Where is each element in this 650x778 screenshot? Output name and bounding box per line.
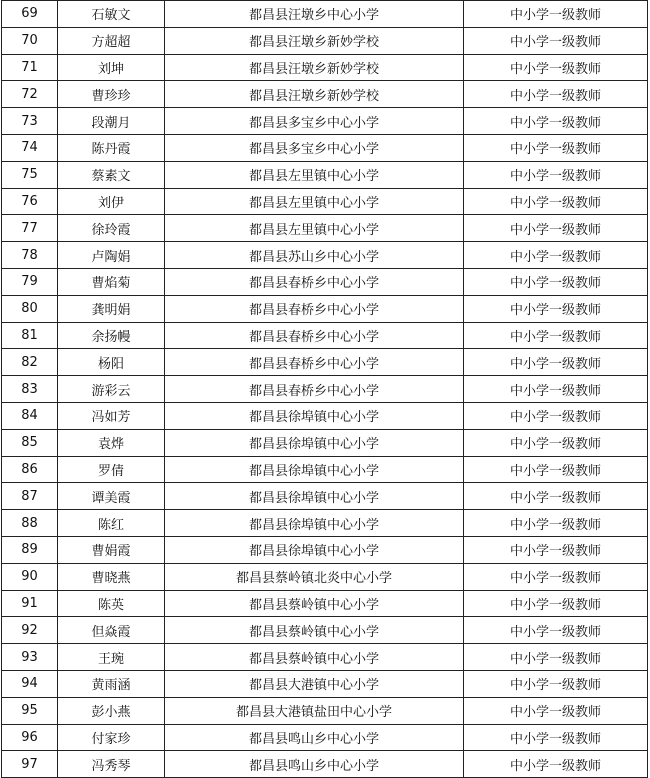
row-number-cell: 76 (2, 188, 58, 215)
job-title-cell: 中小学一级教师 (464, 590, 648, 617)
school-name-cell: 都昌县汪墩乡新妙学校 (165, 54, 464, 81)
school-name-cell: 都昌县春桥乡中心小学 (165, 268, 464, 295)
teacher-name-cell: 杨阳 (58, 349, 165, 376)
table-row (2, 134, 648, 161)
row-number-cell: 80 (2, 295, 58, 322)
row-number-cell: 86 (2, 456, 58, 483)
job-title-cell: 中小学一级教师 (464, 644, 648, 671)
teacher-name-cell: 刘坤 (58, 54, 165, 81)
job-title-cell: 中小学一级教师 (464, 268, 648, 295)
table-row (2, 242, 648, 269)
teacher-name-cell: 黄雨涵 (58, 670, 165, 697)
school-name-cell: 都昌县汪墩乡新妙学校 (165, 81, 464, 108)
job-title-cell: 中小学一级教师 (464, 295, 648, 322)
row-number-cell: 70 (2, 27, 58, 54)
teacher-name-cell: 付家珍 (58, 724, 165, 751)
row-number-cell: 95 (2, 697, 58, 724)
teacher-name-cell: 谭美霞 (58, 483, 165, 510)
teacher-list-table (1, 0, 648, 778)
teacher-name-cell: 余扬幔 (58, 322, 165, 349)
school-name-cell: 都昌县苏山乡中心小学 (165, 242, 464, 269)
table-row (2, 402, 648, 429)
table-row (2, 81, 648, 108)
job-title-cell: 中小学一级教师 (464, 108, 648, 135)
row-number-cell: 83 (2, 376, 58, 403)
job-title-cell: 中小学一级教师 (464, 349, 648, 376)
table-row (2, 617, 648, 644)
table-row (2, 268, 648, 295)
teacher-name-cell: 陈丹霞 (58, 134, 165, 161)
row-number-cell: 85 (2, 429, 58, 456)
job-title-cell: 中小学一级教师 (464, 670, 648, 697)
table-row (2, 54, 648, 81)
teacher-name-cell: 但焱霞 (58, 617, 165, 644)
school-name-cell: 都昌县徐埠镇中心小学 (165, 483, 464, 510)
job-title-cell: 中小学一级教师 (464, 134, 648, 161)
row-number-cell: 77 (2, 215, 58, 242)
teacher-name-cell: 方超超 (58, 27, 165, 54)
school-name-cell: 都昌县鸣山乡中心小学 (165, 724, 464, 751)
table-row (2, 536, 648, 563)
school-name-cell: 都昌县蔡岭镇北炎中心小学 (165, 563, 464, 590)
teacher-name-cell: 徐玲霞 (58, 215, 165, 242)
school-name-cell: 都昌县左里镇中心小学 (165, 188, 464, 215)
teacher-name-cell: 曹娟霞 (58, 536, 165, 563)
job-title-cell: 中小学一级教师 (464, 697, 648, 724)
job-title-cell: 中小学一级教师 (464, 483, 648, 510)
school-name-cell: 都昌县汪墩乡中心小学 (165, 1, 464, 28)
school-name-cell: 都昌县徐埠镇中心小学 (165, 510, 464, 537)
row-number-cell: 89 (2, 536, 58, 563)
school-name-cell: 都昌县汪墩乡新妙学校 (165, 27, 464, 54)
job-title-cell: 中小学一级教师 (464, 188, 648, 215)
table-row (2, 322, 648, 349)
teacher-name-cell: 曹晓燕 (58, 563, 165, 590)
teacher-name-cell: 龚明娟 (58, 295, 165, 322)
job-title-cell: 中小学一级教师 (464, 1, 648, 28)
school-name-cell: 都昌县春桥乡中心小学 (165, 349, 464, 376)
school-name-cell: 都昌县徐埠镇中心小学 (165, 456, 464, 483)
table-row (2, 27, 648, 54)
teacher-name-cell: 段潮月 (58, 108, 165, 135)
row-number-cell: 82 (2, 349, 58, 376)
teacher-name-cell: 冯秀琴 (58, 751, 165, 778)
teacher-name-cell: 曹焰菊 (58, 268, 165, 295)
row-number-cell: 81 (2, 322, 58, 349)
table-body (2, 1, 648, 778)
teacher-name-cell: 游彩云 (58, 376, 165, 403)
job-title-cell: 中小学一级教师 (464, 81, 648, 108)
table-row (2, 590, 648, 617)
job-title-cell: 中小学一级教师 (464, 724, 648, 751)
school-name-cell: 都昌县大港镇盐田中心小学 (165, 697, 464, 724)
table-row (2, 670, 648, 697)
school-name-cell: 都昌县春桥乡中心小学 (165, 322, 464, 349)
row-number-cell: 92 (2, 617, 58, 644)
table-row (2, 510, 648, 537)
row-number-cell: 84 (2, 402, 58, 429)
job-title-cell: 中小学一级教师 (464, 456, 648, 483)
table-row (2, 376, 648, 403)
school-name-cell: 都昌县多宝乡中心小学 (165, 108, 464, 135)
job-title-cell: 中小学一级教师 (464, 161, 648, 188)
school-name-cell: 都昌县春桥乡中心小学 (165, 376, 464, 403)
teacher-name-cell: 石敏文 (58, 1, 165, 28)
school-name-cell: 都昌县徐埠镇中心小学 (165, 402, 464, 429)
row-number-cell: 79 (2, 268, 58, 295)
table-row (2, 349, 648, 376)
job-title-cell: 中小学一级教师 (464, 54, 648, 81)
job-title-cell: 中小学一级教师 (464, 376, 648, 403)
school-name-cell: 都昌县鸣山乡中心小学 (165, 751, 464, 778)
school-name-cell: 都昌县徐埠镇中心小学 (165, 429, 464, 456)
teacher-name-cell: 卢陶娟 (58, 242, 165, 269)
teacher-name-cell: 陈英 (58, 590, 165, 617)
job-title-cell: 中小学一级教师 (464, 402, 648, 429)
table-row (2, 563, 648, 590)
row-number-cell: 90 (2, 563, 58, 590)
job-title-cell: 中小学一级教师 (464, 322, 648, 349)
row-number-cell: 78 (2, 242, 58, 269)
teacher-name-cell: 袁烨 (58, 429, 165, 456)
row-number-cell: 74 (2, 134, 58, 161)
job-title-cell: 中小学一级教师 (464, 510, 648, 537)
job-title-cell: 中小学一级教师 (464, 27, 648, 54)
teacher-name-cell: 罗倩 (58, 456, 165, 483)
row-number-cell: 69 (2, 1, 58, 28)
school-name-cell: 都昌县蔡岭镇中心小学 (165, 617, 464, 644)
table-row (2, 215, 648, 242)
teacher-name-cell: 蔡素文 (58, 161, 165, 188)
teacher-name-cell: 冯如芳 (58, 402, 165, 429)
teacher-name-cell: 曹珍珍 (58, 81, 165, 108)
row-number-cell: 87 (2, 483, 58, 510)
teacher-name-cell: 刘伊 (58, 188, 165, 215)
table-row (2, 161, 648, 188)
table-row (2, 724, 648, 751)
row-number-cell: 75 (2, 161, 58, 188)
table-row (2, 1, 648, 28)
school-name-cell: 都昌县左里镇中心小学 (165, 161, 464, 188)
job-title-cell: 中小学一级教师 (464, 429, 648, 456)
row-number-cell: 71 (2, 54, 58, 81)
school-name-cell: 都昌县左里镇中心小学 (165, 215, 464, 242)
table-row (2, 456, 648, 483)
row-number-cell: 93 (2, 644, 58, 671)
table-row (2, 108, 648, 135)
school-name-cell: 都昌县春桥乡中心小学 (165, 295, 464, 322)
table-row (2, 188, 648, 215)
school-name-cell: 都昌县蔡岭镇中心小学 (165, 644, 464, 671)
table-row (2, 644, 648, 671)
job-title-cell: 中小学一级教师 (464, 242, 648, 269)
teacher-name-cell: 王琬 (58, 644, 165, 671)
job-title-cell: 中小学一级教师 (464, 563, 648, 590)
row-number-cell: 97 (2, 751, 58, 778)
school-name-cell: 都昌县徐埠镇中心小学 (165, 536, 464, 563)
table-row (2, 751, 648, 778)
school-name-cell: 都昌县大港镇中心小学 (165, 670, 464, 697)
teacher-name-cell: 陈红 (58, 510, 165, 537)
row-number-cell: 88 (2, 510, 58, 537)
job-title-cell: 中小学一级教师 (464, 536, 648, 563)
job-title-cell: 中小学一级教师 (464, 617, 648, 644)
teacher-name-cell: 彭小燕 (58, 697, 165, 724)
table-row (2, 697, 648, 724)
row-number-cell: 96 (2, 724, 58, 751)
table-row (2, 295, 648, 322)
job-title-cell: 中小学一级教师 (464, 751, 648, 778)
row-number-cell: 94 (2, 670, 58, 697)
row-number-cell: 73 (2, 108, 58, 135)
table-row (2, 483, 648, 510)
table-row (2, 429, 648, 456)
row-number-cell: 91 (2, 590, 58, 617)
job-title-cell: 中小学一级教师 (464, 215, 648, 242)
school-name-cell: 都昌县蔡岭镇中心小学 (165, 590, 464, 617)
row-number-cell: 72 (2, 81, 58, 108)
school-name-cell: 都昌县多宝乡中心小学 (165, 134, 464, 161)
